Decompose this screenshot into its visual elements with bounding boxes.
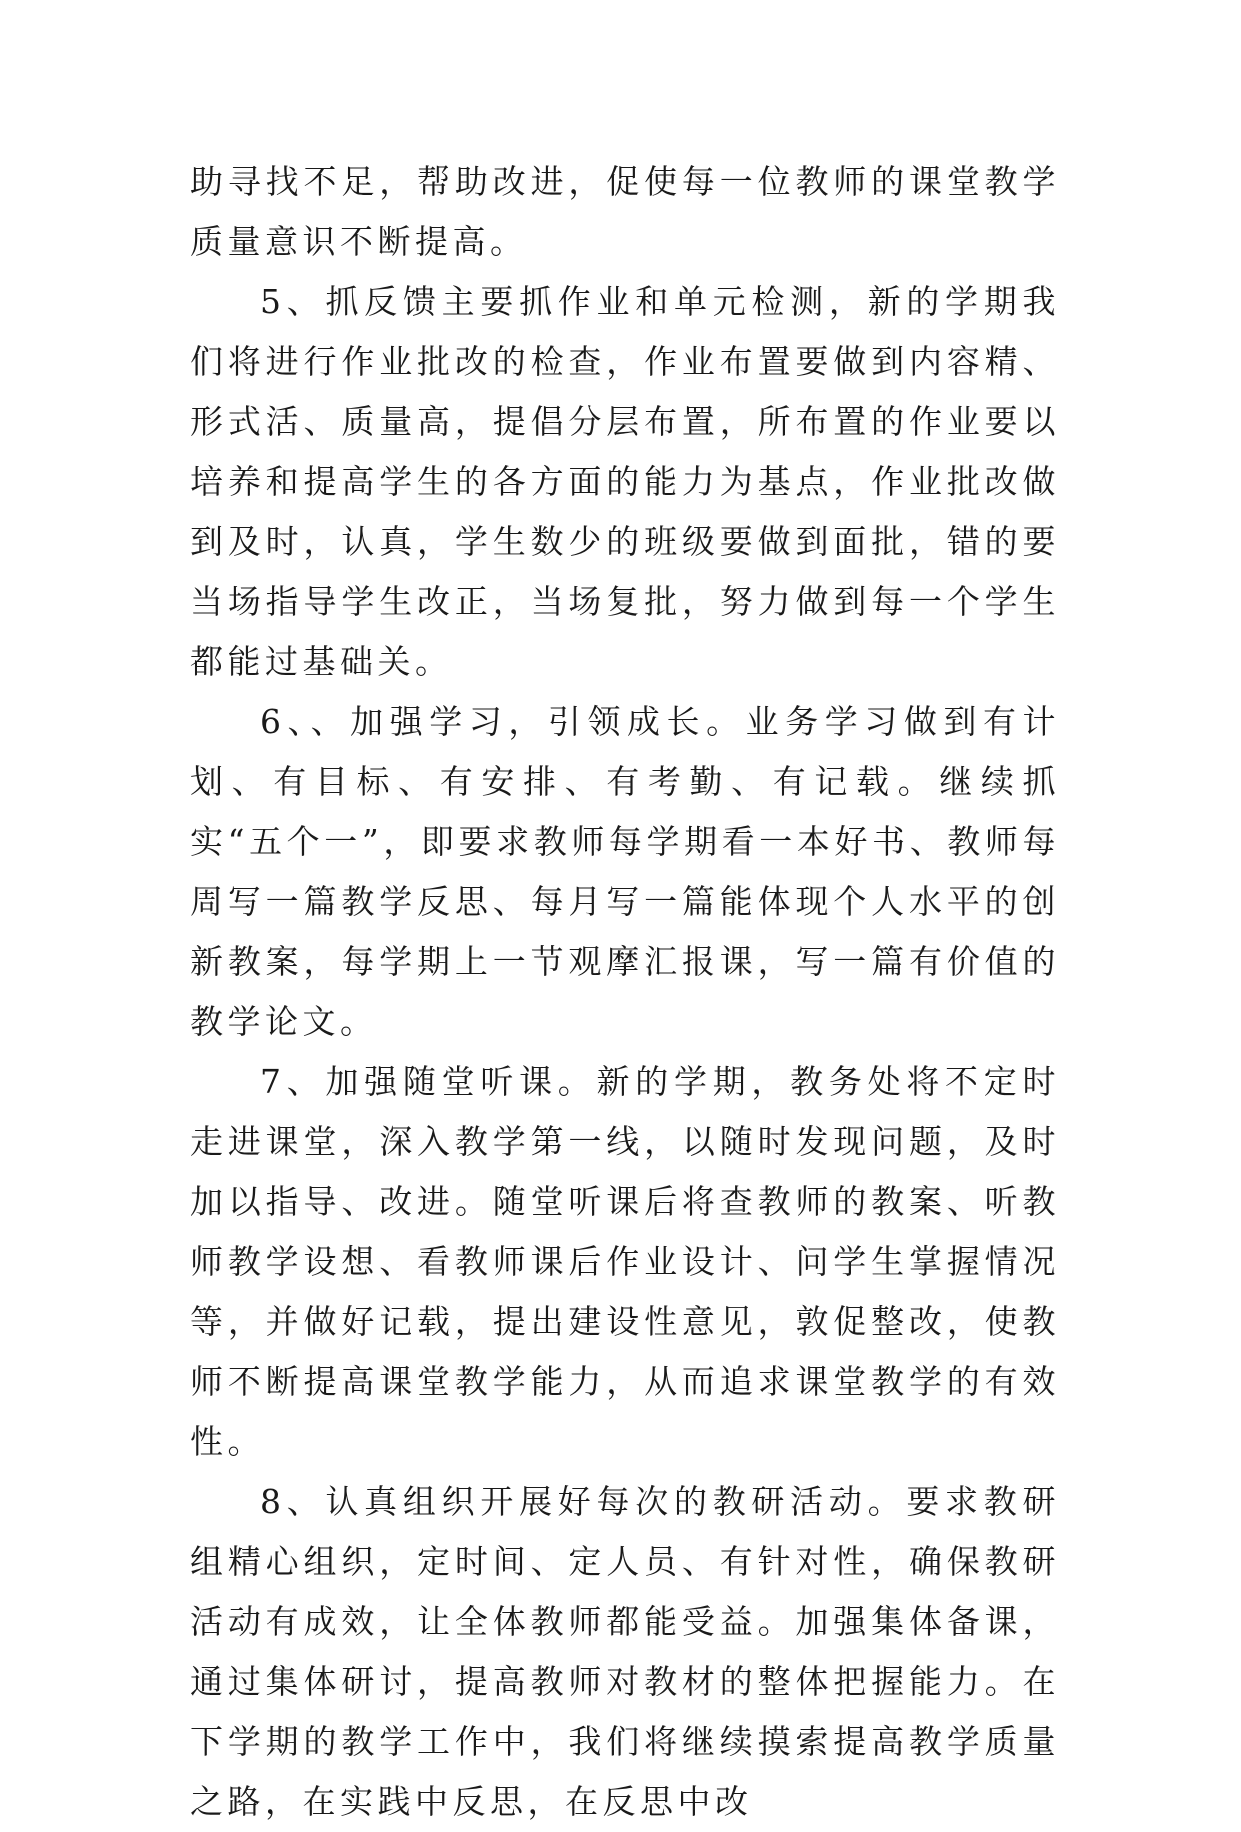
paragraph-item-5: 5、抓反馈主要抓作业和单元检测，新的学期我们将进行作业批改的检查，作业布置要做到内容精、形式活、质量高，提倡分层布置，所布置的作业要以培养和提高学生的各方面的能力为基点，作业批改做到及时，认真，学生数少的班级要做到面批，错的要当场指导学生改正，当场复批，努力做到每一个学生都能过基础关。 — [190, 282, 1060, 681]
document-body — [190, 152, 1060, 1832]
paragraph-item-8: 8、认真组织开展好每次的教研活动。要求教研组精心组织，定时间、定人员、有针对性，确保教研活动有成效，让全体教师都能受益。加强集体备课，通过集体研讨，提高教师对教材的整体把握能力。在下学期的教学工作中，我们将继续摸索提高教学质量之路，在实践中反思，在反思中改 — [190, 1482, 1060, 1821]
paragraph-item-6: 6、、加强学习，引领成长。业务学习做到有计划、有目标、有安排、有考勤、有记载。继续抓实“五个一”，即要求教师每学期看一本好书、教师每周写一篇教学反思、每月写一篇能体现个人水平的创新教案，每学期上一节观摩汇报课，写一篇有价值的教学论文。 — [190, 702, 1060, 1041]
paragraph-continuation: 助寻找不足，帮助改进，促使每一位教师的课堂教学质量意识不断提高。 — [190, 162, 1060, 261]
paragraph-item-7: 7、加强随堂听课。新的学期，教务处将不定时走进课堂，深入教学第一线，以随时发现问题，及时加以指导、改进。随堂听课后将查教师的教案、听教师教学设想、看教师课后作业设计、问学生掌握情况等，并做好记载，提出建设性意见，敦促整改，使教师不断提高课堂教学能力，从而追求课堂教学的有效性。 — [190, 1062, 1060, 1461]
